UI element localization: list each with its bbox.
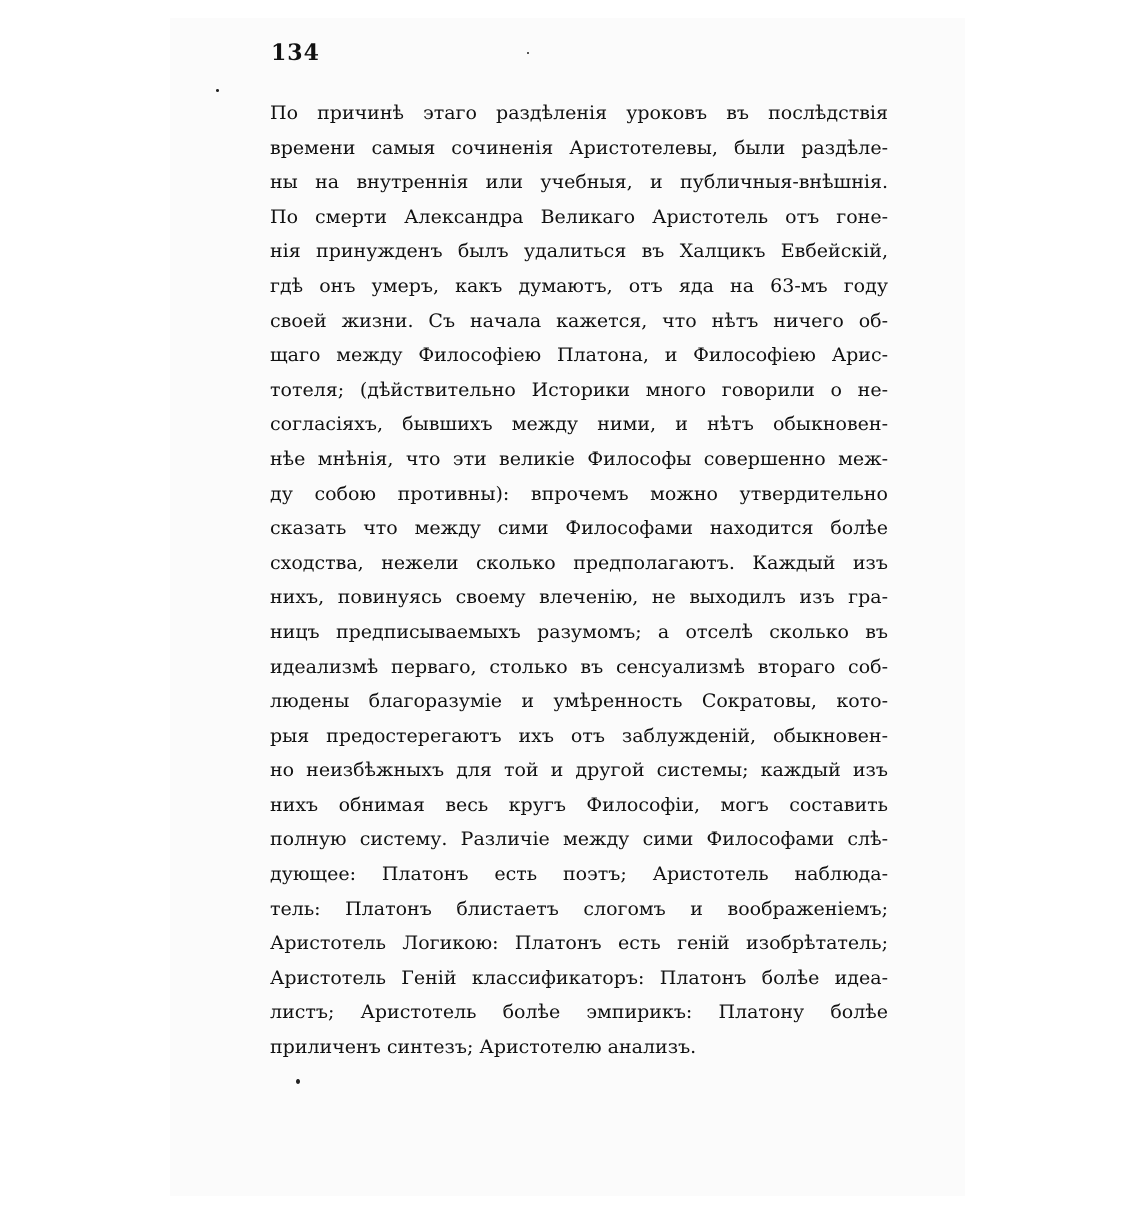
text-line last: приличенъ синтезъ; Аристотелю анализъ. xyxy=(270,1036,697,1059)
text-line: щаго между Философіею Платона, и Философіею Арис- xyxy=(270,344,888,367)
text-line: полную систему. Различіе между сими Философами слѣ- xyxy=(270,828,888,851)
text-line: ду собою противны): впрочемъ можно утвердительно xyxy=(270,482,888,505)
text-line: нія принужденъ былъ удалиться въ Халцикъ Евбейскій, xyxy=(270,240,888,263)
text-line: идеализмѣ перваго, столько въ сенсуализмѣ втораго соб- xyxy=(270,655,888,678)
text-line: тотеля; (дѣйствительно Историки много говорили о не- xyxy=(270,378,888,401)
text-line: ницъ предписываемыхъ разумомъ; а отселѣ сколько въ xyxy=(270,620,888,643)
page-number: 134 xyxy=(271,40,320,66)
text-line: дующее: Платонъ есть поэтъ; Аристотель наблюда- xyxy=(270,863,888,886)
ink-speck xyxy=(296,1079,300,1084)
text-line: нихъ обнимая весь кругъ Философіи, могъ составить xyxy=(270,793,888,816)
text-line: согласіяхъ, бывшихъ между ними, и нѣтъ обыкновен- xyxy=(270,413,888,436)
text-line: гдѣ онъ умеръ, какъ думаютъ, отъ яда на 63-мъ году xyxy=(270,274,888,297)
text-line: Аристотель Геній классификаторъ: Платонъ болѣе идеа- xyxy=(270,966,888,989)
text-line: людены благоразуміе и умѣренность Сократовы, кото- xyxy=(270,690,888,713)
body-text xyxy=(270,96,888,1065)
text-line: листъ; Аристотель болѣе эмпирикъ: Платону болѣе xyxy=(270,1001,888,1024)
ink-speck xyxy=(527,52,529,54)
text-line: времени самыя сочиненія Аристотелевы, были раздѣле- xyxy=(270,136,888,159)
text-line: нѣе мнѣнія, что эти великіе Философы совершенно меж- xyxy=(270,447,888,470)
text-line: своей жизни. Съ начала кажется, что нѣтъ ничего об- xyxy=(270,309,888,332)
text-line: сказать что между сими Философами находится болѣе xyxy=(270,517,888,540)
text-line: сходства, нежели сколько предполагаютъ. Каждый изъ xyxy=(270,551,888,574)
text-line: рыя предостерегаютъ ихъ отъ заблужденій, обыкновен- xyxy=(270,724,888,747)
text-line: По смерти Александра Великаго Аристотель отъ гоне- xyxy=(270,205,888,228)
text-line: По причинѣ этаго раздѣленія уроковъ въ послѣдствія xyxy=(270,102,888,124)
ink-speck xyxy=(216,89,219,92)
text-line: нихъ, повинуясь своему влеченію, не выходилъ изъ гра- xyxy=(270,586,888,609)
text-line: но неизбѣжныхъ для той и другой системы; каждый изъ xyxy=(270,759,888,782)
text-line: тель: Платонъ блистаетъ слогомъ и воображеніемъ; xyxy=(270,897,888,920)
text-line: ны на внутреннія или учебныя, и публичныя-внѣшнія. xyxy=(270,171,888,194)
text-line: Аристотель Логикою: Платонъ есть геній изобрѣтатель; xyxy=(270,932,888,955)
